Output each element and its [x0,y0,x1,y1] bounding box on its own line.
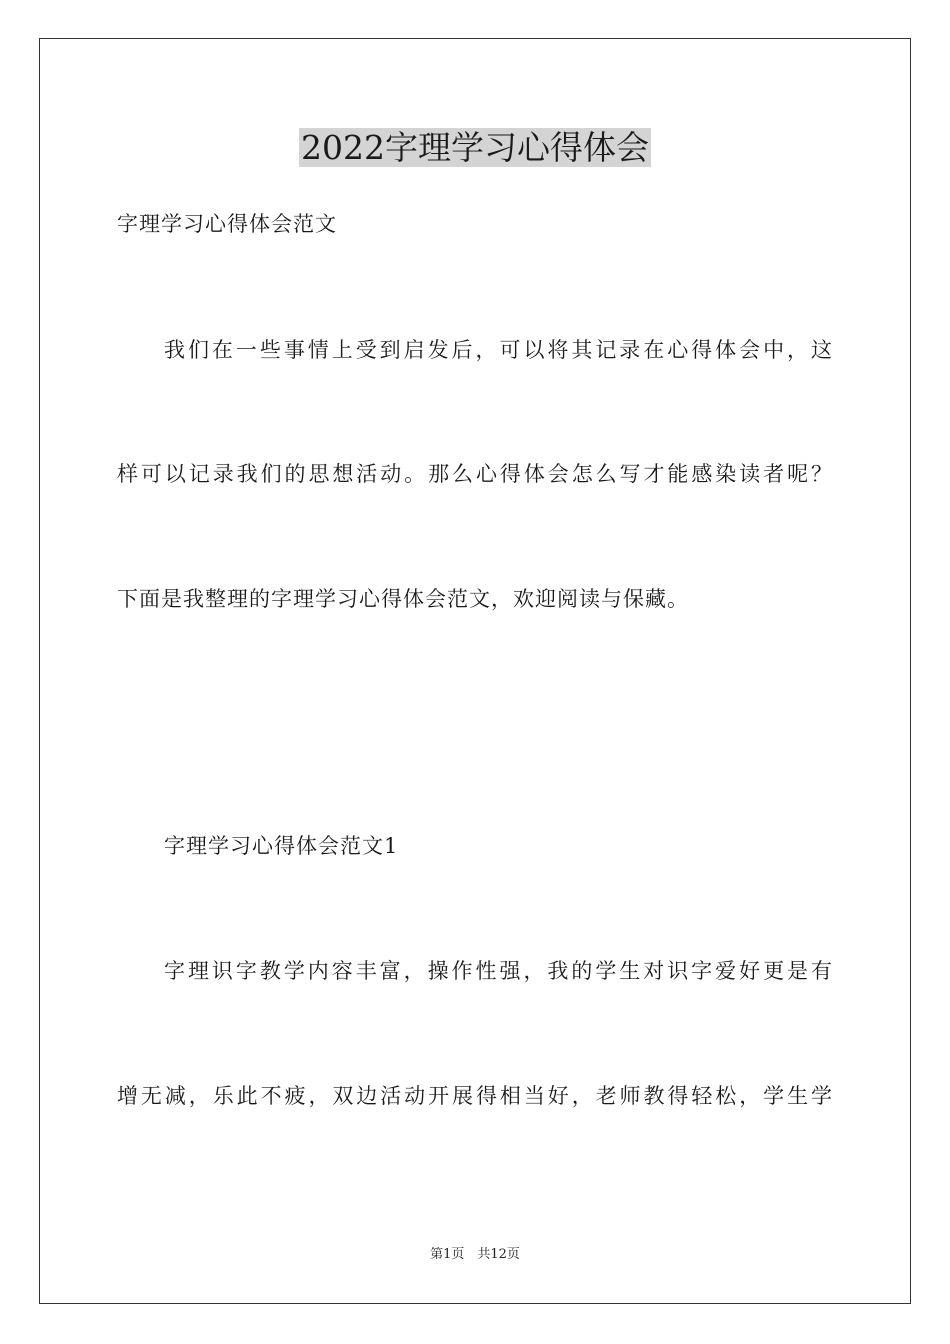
document-subtitle: 字理学习心得体会范文 [117,212,337,236]
document-title [0,126,950,170]
intro-line-3: 下面是我整理的字理学习心得体会范文，欢迎阅读与保藏。 [117,587,689,611]
document-title-text: 2022字理学习心得体会 [301,128,649,167]
page-footer: 第1页 共12页 [430,1247,520,1262]
body-line-2: 增无减，乐此不疲，双边活动开展得相当好，老师教得轻松，学生学 [117,1084,833,1108]
body-line-1: 字理识字教学内容丰富，操作性强，我的学生对识字爱好更是有 [164,959,833,983]
intro-line-1: 我们在一些事情上受到启发后，可以将其记录在心得体会中，这 [164,338,833,362]
section-heading: 字理学习心得体会范文1 [164,834,399,858]
intro-line-2: 样可以记录我们的思想活动。那么心得体会怎么写才能感染读者呢？ [117,462,833,486]
